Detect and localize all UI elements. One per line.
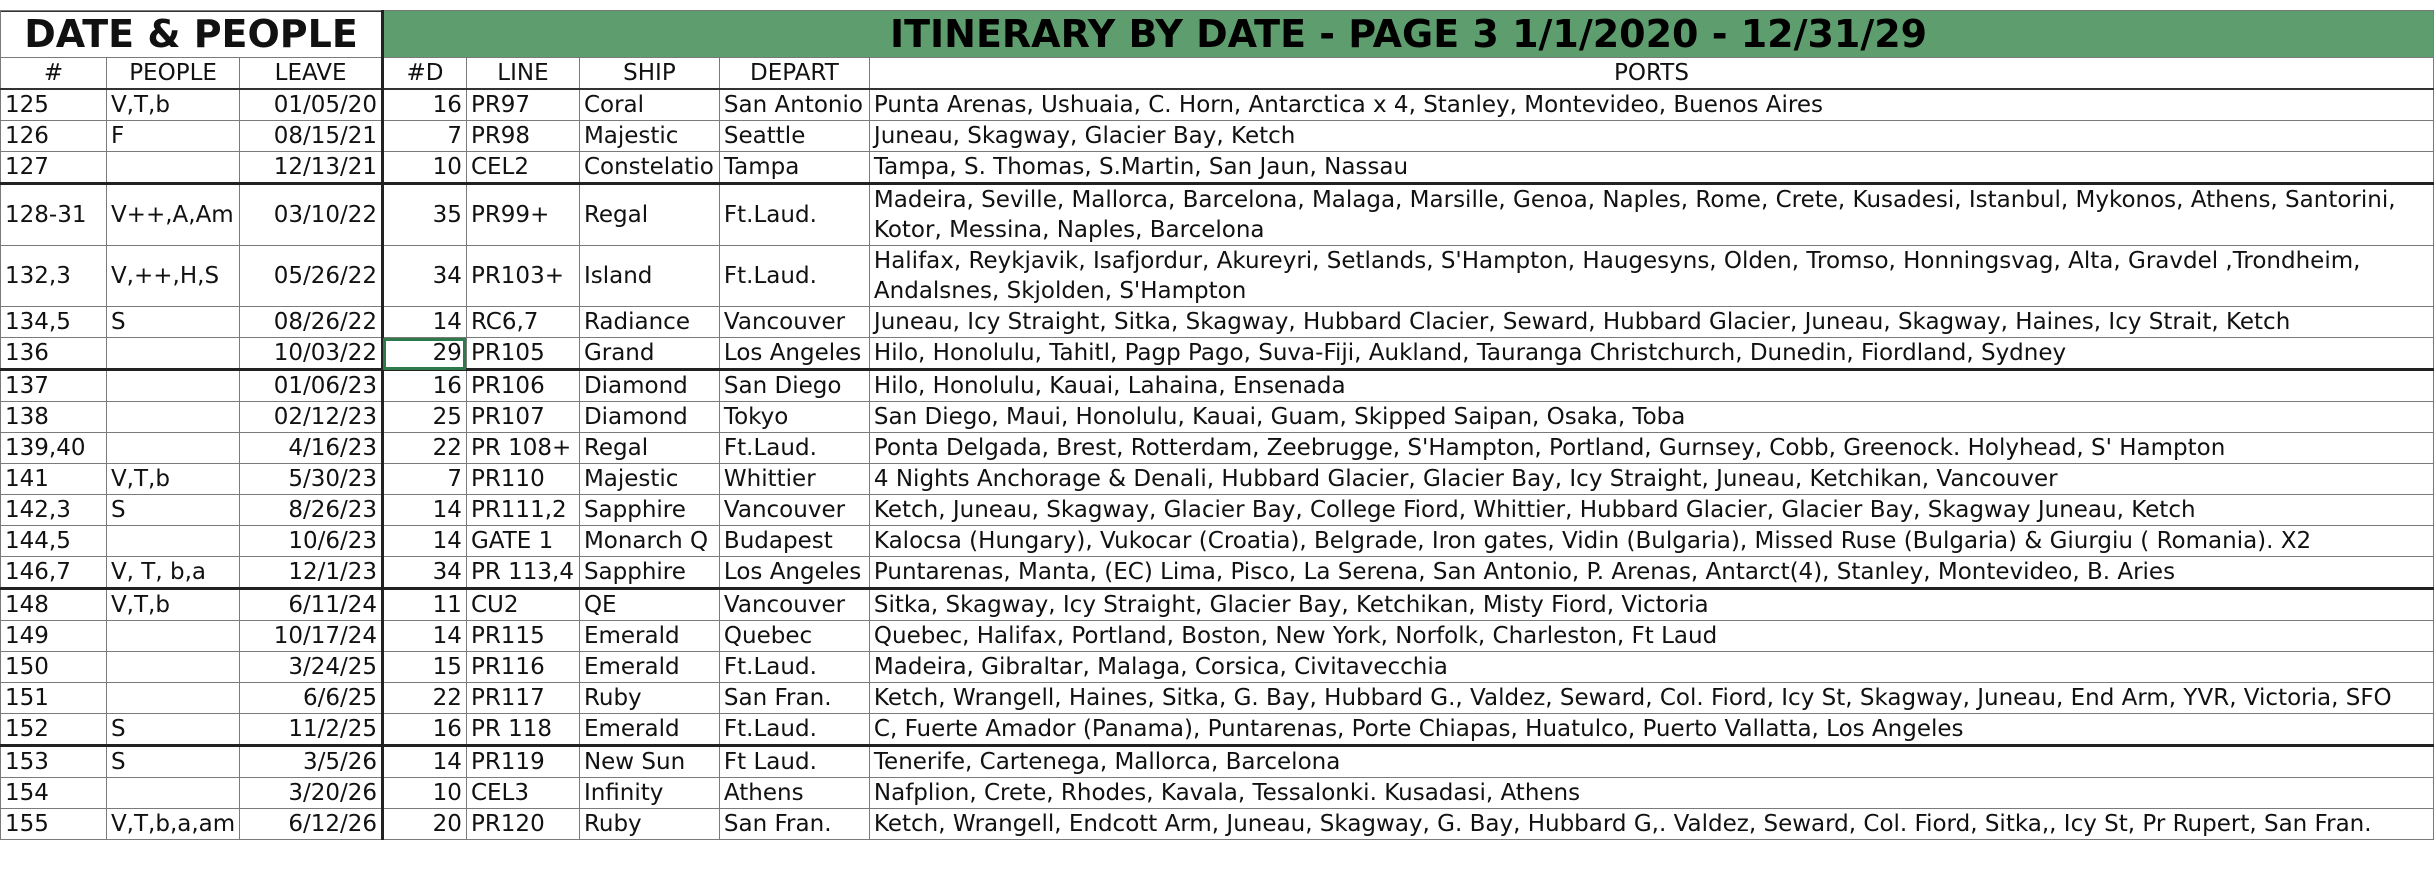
page-title-banner: ITINERARY BY DATE - PAGE 3 1/1/2020 - 12/31/29 <box>383 11 2434 58</box>
cell-line[interactable]: PR 108+ <box>466 433 579 464</box>
cell-num[interactable]: 144,5 <box>1 526 107 557</box>
cell-num[interactable]: 149 <box>1 621 107 652</box>
cell-ship[interactable]: Constelatio <box>579 152 719 184</box>
cell-ports[interactable]: Juneau, Icy Straight, Sitka, Skagway, Hubbard Clacier, Seward, Hubbard Glacier, Juneau, Skagway, Haines, Icy Strait, Ketch <box>869 307 2433 338</box>
cell-days[interactable]: 29 <box>383 338 467 370</box>
cell-ports[interactable]: San Diego, Maui, Honolulu, Kauai, Guam, Skipped Saipan, Osaka, Toba <box>869 402 2433 433</box>
cell-ship[interactable]: Diamond <box>579 402 719 433</box>
table-row <box>1 589 2434 621</box>
cell-people[interactable] <box>106 370 239 402</box>
cell-leave[interactable]: 3/5/26 <box>240 746 383 778</box>
cell-depart[interactable]: Athens <box>719 778 869 809</box>
cell-num[interactable]: 128-31 <box>1 184 107 246</box>
cell-num[interactable]: 132,3 <box>1 246 107 307</box>
cell-people[interactable]: S <box>106 746 239 778</box>
table-row <box>1 307 2434 338</box>
cell-depart[interactable]: Ft.Laud. <box>719 433 869 464</box>
cell-people[interactable] <box>106 402 239 433</box>
cell-days[interactable]: 22 <box>383 433 467 464</box>
col-header-ship[interactable]: SHIP <box>579 58 719 90</box>
cell-ship[interactable]: Monarch Q <box>579 526 719 557</box>
table-row <box>1 652 2434 683</box>
cell-ports[interactable]: Madeira, Gibraltar, Malaga, Corsica, Civitavecchia <box>869 652 2433 683</box>
cell-ship[interactable]: New Sun <box>579 746 719 778</box>
cell-ports[interactable]: Puntarenas, Manta, (EC) Lima, Pisco, La Serena, San Antonio, P. Arenas, Antarct(4), Stanley, Montevideo, B. Aries <box>869 557 2433 589</box>
itinerary-sheet <box>0 10 2434 840</box>
cell-depart[interactable]: Budapest <box>719 526 869 557</box>
cell-depart[interactable]: Seattle <box>719 121 869 152</box>
cell-line[interactable]: PR 113,4 <box>466 557 579 589</box>
cell-ports[interactable]: Punta Arenas, Ushuaia, C. Horn, Antarctica x 4, Stanley, Montevideo, Buenos Aires <box>869 89 2433 121</box>
cell-depart[interactable]: Tampa <box>719 152 869 184</box>
cell-leave[interactable]: 02/12/23 <box>240 402 383 433</box>
table-row <box>1 338 2434 370</box>
cell-leave[interactable]: 03/10/22 <box>240 184 383 246</box>
cell-depart[interactable]: Vancouver <box>719 495 869 526</box>
cell-ship[interactable]: Radiance <box>579 307 719 338</box>
cell-ship[interactable]: Ruby <box>579 809 719 840</box>
cell-leave[interactable]: 10/17/24 <box>240 621 383 652</box>
cell-ports[interactable]: Ketch, Wrangell, Haines, Sitka, G. Bay, Hubbard G., Valdez, Seward, Col. Fiord, Icy St, Skagway, Juneau, End Arm, YVR, Victoria, SFO <box>869 683 2433 714</box>
cell-num[interactable]: 151 <box>1 683 107 714</box>
cell-ports[interactable]: Tampa, S. Thomas, S.Martin, San Jaun, Nassau <box>869 152 2433 184</box>
table-row <box>1 809 2434 840</box>
cell-ports[interactable]: Nafplion, Crete, Rhodes, Kavala, Tessalonki. Kusadasi, Athens <box>869 778 2433 809</box>
cell-line[interactable]: PR 118 <box>466 714 579 746</box>
cell-line[interactable]: RC6,7 <box>466 307 579 338</box>
cell-depart[interactable]: Ft.Laud. <box>719 246 869 307</box>
cell-depart[interactable]: Vancouver <box>719 589 869 621</box>
cell-line[interactable]: PR115 <box>466 621 579 652</box>
cell-depart[interactable]: Quebec <box>719 621 869 652</box>
cell-people[interactable]: S <box>106 495 239 526</box>
table-row <box>1 121 2434 152</box>
cell-ship[interactable]: Sapphire <box>579 495 719 526</box>
cell-people[interactable] <box>106 683 239 714</box>
cell-leave[interactable]: 12/1/23 <box>240 557 383 589</box>
cell-line[interactable]: CU2 <box>466 589 579 621</box>
cell-people[interactable] <box>106 526 239 557</box>
cell-people[interactable] <box>106 152 239 184</box>
table-row <box>1 370 2434 402</box>
cell-ship[interactable]: Grand <box>579 338 719 370</box>
cell-ship[interactable]: Coral <box>579 89 719 121</box>
table-row <box>1 557 2434 589</box>
cell-num[interactable]: 125 <box>1 89 107 121</box>
cell-leave[interactable]: 8/26/23 <box>240 495 383 526</box>
cell-num[interactable]: 136 <box>1 338 107 370</box>
cell-depart[interactable]: Tokyo <box>719 402 869 433</box>
table-row <box>1 778 2434 809</box>
cell-days[interactable]: 10 <box>383 778 467 809</box>
cell-num[interactable]: 139,40 <box>1 433 107 464</box>
cell-people[interactable]: S <box>106 714 239 746</box>
cell-days[interactable]: 16 <box>383 370 467 402</box>
cell-days[interactable]: 10 <box>383 152 467 184</box>
cell-line[interactable]: PR110 <box>466 464 579 495</box>
col-header-leave[interactable]: LEAVE <box>240 58 383 90</box>
cell-num[interactable]: 127 <box>1 152 107 184</box>
cell-ports[interactable]: Ponta Delgada, Brest, Rotterdam, Zeebrugge, S'Hampton, Portland, Gurnsey, Cobb, Greenock. Holyhead, S' Hampton <box>869 433 2433 464</box>
cell-ports[interactable]: Quebec, Halifax, Portland, Boston, New York, Norfolk, Charleston, Ft Laud <box>869 621 2433 652</box>
cell-days[interactable]: 16 <box>383 714 467 746</box>
cell-ship[interactable]: Regal <box>579 433 719 464</box>
cell-leave[interactable]: 12/13/21 <box>240 152 383 184</box>
table-row <box>1 433 2434 464</box>
cell-line[interactable]: PR97 <box>466 89 579 121</box>
cell-ship[interactable]: Regal <box>579 184 719 246</box>
table-row <box>1 714 2434 746</box>
cell-days[interactable]: 35 <box>383 184 467 246</box>
cell-people[interactable] <box>106 652 239 683</box>
table-row <box>1 526 2434 557</box>
cell-people[interactable] <box>106 778 239 809</box>
cell-leave[interactable]: 4/16/23 <box>240 433 383 464</box>
cell-line[interactable]: PR106 <box>466 370 579 402</box>
table-row <box>1 495 2434 526</box>
cell-people[interactable] <box>106 433 239 464</box>
cell-num[interactable]: 150 <box>1 652 107 683</box>
cell-line[interactable]: CEL2 <box>466 152 579 184</box>
cell-num[interactable]: 154 <box>1 778 107 809</box>
cell-depart[interactable]: Ft.Laud. <box>719 714 869 746</box>
cell-leave[interactable]: 11/2/25 <box>240 714 383 746</box>
cell-num[interactable]: 134,5 <box>1 307 107 338</box>
cell-ship[interactable]: Emerald <box>579 714 719 746</box>
cell-ports[interactable]: Sitka, Skagway, Icy Straight, Glacier Bay, Ketchikan, Misty Fiord, Victoria <box>869 589 2433 621</box>
cell-num[interactable]: 126 <box>1 121 107 152</box>
cell-ports[interactable]: Kalocsa (Hungary), Vukocar (Croatia), Belgrade, Iron gates, Vidin (Bulgaria), Missed Ruse (Bulgaria) & Giurgiu ( Romania). X2 <box>869 526 2433 557</box>
cell-ship[interactable]: Infinity <box>579 778 719 809</box>
cell-days[interactable]: 20 <box>383 809 467 840</box>
col-header-depart[interactable]: DEPART <box>719 58 869 90</box>
cell-ports[interactable]: Madeira, Seville, Mallorca, Barcelona, Malaga, Marsille, Genoa, Naples, Rome, Crete, Kusadesi, Istanbul, Mykonos, Athens, Santorini, Kotor, Messina, Naples, Barcelona <box>869 184 2433 246</box>
cell-ports[interactable]: Hilo, Honolulu, Tahitl, Pagp Pago, Suva-Fiji, Aukland, Tauranga Christchurch, Dunedin, Fiordland, Sydney <box>869 338 2433 370</box>
cell-leave[interactable]: 10/03/22 <box>240 338 383 370</box>
cell-ship[interactable]: Emerald <box>579 621 719 652</box>
cell-days[interactable]: 22 <box>383 683 467 714</box>
col-header-days[interactable]: #D <box>383 58 467 90</box>
cell-depart[interactable]: San Fran. <box>719 809 869 840</box>
table-row <box>1 621 2434 652</box>
cell-days[interactable]: 16 <box>383 89 467 121</box>
cell-ports[interactable]: Halifax, Reykjavik, Isafjordur, Akureyri, Setlands, S'Hampton, Haugesyns, Olden, Tromso, Honningsvag, Alta, Gravdel ,Trondheim, Andalsnes, Skjolden, S'Hampton <box>869 246 2433 307</box>
cell-days[interactable]: 14 <box>383 526 467 557</box>
cell-line[interactable]: CEL3 <box>466 778 579 809</box>
cell-people[interactable]: V,T,b <box>106 464 239 495</box>
col-header-ports[interactable]: PORTS <box>869 58 2433 90</box>
cell-ports[interactable]: Tenerife, Cartenega, Mallorca, Barcelona <box>869 746 2433 778</box>
cell-ports[interactable]: Hilo, Honolulu, Kauai, Lahaina, Ensenada <box>869 370 2433 402</box>
cell-num[interactable]: 152 <box>1 714 107 746</box>
cell-num[interactable]: 138 <box>1 402 107 433</box>
cell-leave[interactable]: 6/6/25 <box>240 683 383 714</box>
cell-ports[interactable]: Ketch, Wrangell, Endcott Arm, Juneau, Skagway, G. Bay, Hubbard G,. Valdez, Seward, Col. Fiord, Sitka,, Icy St, Pr Rupert, San Fran. <box>869 809 2433 840</box>
cell-leave[interactable]: 3/20/26 <box>240 778 383 809</box>
cell-days[interactable]: 14 <box>383 307 467 338</box>
cell-line[interactable]: PR119 <box>466 746 579 778</box>
col-header-people[interactable]: PEOPLE <box>106 58 239 90</box>
cell-people[interactable]: V++,A,Am <box>106 184 239 246</box>
col-header-num[interactable]: # <box>1 58 107 90</box>
table-row <box>1 184 2434 246</box>
cell-ports[interactable]: Juneau, Skagway, Glacier Bay, Ketch <box>869 121 2433 152</box>
cell-leave[interactable]: 6/11/24 <box>240 589 383 621</box>
cell-num[interactable]: 142,3 <box>1 495 107 526</box>
cell-ports[interactable]: Ketch, Juneau, Skagway, Glacier Bay, College Fiord, Whittier, Hubbard Glacier, Glacier Bay, Skagway Juneau, Ketch <box>869 495 2433 526</box>
cell-people[interactable]: V,++,H,S <box>106 246 239 307</box>
cell-depart[interactable]: San Fran. <box>719 683 869 714</box>
cell-people[interactable] <box>106 338 239 370</box>
cell-ship[interactable]: Ruby <box>579 683 719 714</box>
cell-days[interactable]: 7 <box>383 464 467 495</box>
cell-line[interactable]: PR103+ <box>466 246 579 307</box>
cell-days[interactable]: 7 <box>383 121 467 152</box>
cell-depart[interactable]: Vancouver <box>719 307 869 338</box>
cell-line[interactable]: PR120 <box>466 809 579 840</box>
cell-leave[interactable]: 5/30/23 <box>240 464 383 495</box>
cell-depart[interactable]: Ft Laud. <box>719 746 869 778</box>
cell-people[interactable] <box>106 621 239 652</box>
cell-leave[interactable]: 01/06/23 <box>240 370 383 402</box>
cell-leave[interactable]: 08/15/21 <box>240 121 383 152</box>
cell-people[interactable]: V,T,b,a,am <box>106 809 239 840</box>
cell-leave[interactable]: 3/24/25 <box>240 652 383 683</box>
cell-ship[interactable]: Island <box>579 246 719 307</box>
cell-depart[interactable]: Ft.Laud. <box>719 184 869 246</box>
cell-leave[interactable]: 08/26/22 <box>240 307 383 338</box>
cell-line[interactable]: GATE 1 <box>466 526 579 557</box>
table-row <box>1 464 2434 495</box>
cell-ship[interactable]: Majestic <box>579 464 719 495</box>
cell-ports[interactable]: C, Fuerte Amador (Panama), Puntarenas, Porte Chiapas, Huatulco, Puerto Vallatta, Los Angeles <box>869 714 2433 746</box>
cell-days[interactable]: 34 <box>383 557 467 589</box>
cell-days[interactable]: 34 <box>383 246 467 307</box>
left-title: DATE & PEOPLE <box>1 11 383 58</box>
cell-leave[interactable]: 05/26/22 <box>240 246 383 307</box>
cell-ship[interactable]: QE <box>579 589 719 621</box>
cell-depart[interactable]: Los Angeles <box>719 557 869 589</box>
cell-leave[interactable]: 10/6/23 <box>240 526 383 557</box>
cell-num[interactable]: 155 <box>1 809 107 840</box>
cell-days[interactable]: 14 <box>383 621 467 652</box>
cell-ports[interactable]: 4 Nights Anchorage & Denali, Hubbard Glacier, Glacier Bay, Icy Straight, Juneau, Ketchikan, Vancouver <box>869 464 2433 495</box>
table-row <box>1 89 2434 121</box>
cell-line[interactable]: PR117 <box>466 683 579 714</box>
cell-days[interactable]: 25 <box>383 402 467 433</box>
cell-depart[interactable]: Ft.Laud. <box>719 652 869 683</box>
cell-days[interactable]: 11 <box>383 589 467 621</box>
cell-num[interactable]: 148 <box>1 589 107 621</box>
col-header-line[interactable]: LINE <box>466 58 579 90</box>
cell-people[interactable]: V,T,b <box>106 589 239 621</box>
table-row <box>1 746 2434 778</box>
table-row <box>1 152 2434 184</box>
cell-ship[interactable]: Majestic <box>579 121 719 152</box>
cell-people[interactable]: V, T, b,a <box>106 557 239 589</box>
cell-people[interactable]: S <box>106 307 239 338</box>
cell-line[interactable]: PR111,2 <box>466 495 579 526</box>
cell-line[interactable]: PR107 <box>466 402 579 433</box>
cell-days[interactable]: 15 <box>383 652 467 683</box>
cell-line[interactable]: PR105 <box>466 338 579 370</box>
cell-depart[interactable]: San Antonio <box>719 89 869 121</box>
cell-days[interactable]: 14 <box>383 495 467 526</box>
cell-line[interactable]: PR99+ <box>466 184 579 246</box>
cell-leave[interactable]: 01/05/20 <box>240 89 383 121</box>
cell-leave[interactable]: 6/12/26 <box>240 809 383 840</box>
cell-depart[interactable]: San Diego <box>719 370 869 402</box>
cell-depart[interactable]: Whittier <box>719 464 869 495</box>
table-row <box>1 402 2434 433</box>
cell-days[interactable]: 14 <box>383 746 467 778</box>
cell-people[interactable]: V,T,b <box>106 89 239 121</box>
cell-ship[interactable]: Sapphire <box>579 557 719 589</box>
table-row <box>1 246 2434 307</box>
cell-num[interactable]: 146,7 <box>1 557 107 589</box>
cell-people[interactable]: F <box>106 121 239 152</box>
cell-line[interactable]: PR116 <box>466 652 579 683</box>
cell-ship[interactable]: Diamond <box>579 370 719 402</box>
cell-depart[interactable]: Los Angeles <box>719 338 869 370</box>
cell-num[interactable]: 153 <box>1 746 107 778</box>
cell-line[interactable]: PR98 <box>466 121 579 152</box>
cell-num[interactable]: 137 <box>1 370 107 402</box>
table-row <box>1 683 2434 714</box>
cell-num[interactable]: 141 <box>1 464 107 495</box>
cell-ship[interactable]: Emerald <box>579 652 719 683</box>
